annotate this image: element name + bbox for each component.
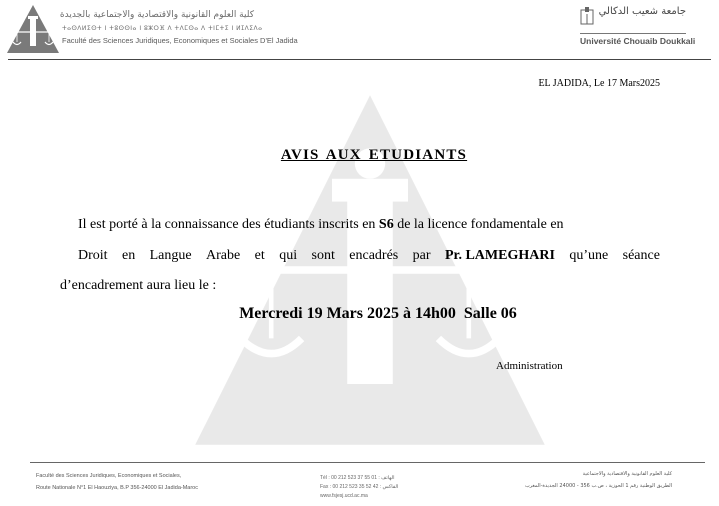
p2-word: séance [622, 248, 660, 263]
p2-word: qu’une [569, 248, 609, 263]
p2-word: et [254, 248, 265, 263]
p2-word: Langue [149, 248, 192, 263]
university-header [578, 4, 696, 54]
faculty-name-french: Faculté des Sciences Juridiques, Economiques et Sociales D'El Jadida [62, 36, 298, 45]
university-divider [580, 33, 686, 34]
p1-text-start: Il est porté à la connaissance des étudiants inscrits en [78, 217, 379, 232]
university-name-arabic: جامعة شعيب الدكالي [598, 6, 686, 17]
p2-word: sont [311, 248, 335, 263]
faculty-name-arabic: كلية العلوم القانونية والاقتصادية والاجتماعية بالجديدة [59, 10, 254, 20]
p2-line-1 [60, 241, 660, 271]
session-details: Mercredi 19 Mars 2025 à 14h00 Salle 06 [239, 305, 517, 322]
faculty-logo-icon [6, 4, 60, 54]
footer-left-line-2: Route Nationale N°1 El Haouziya, B.P 356-24000 El Jadida-Maroc [36, 485, 198, 491]
signature-administration: Administration [496, 360, 563, 372]
p1-text-end: de la licence fondamentale en [393, 217, 564, 232]
notice-paragraph-1 [60, 210, 660, 240]
professor-name: Pr. LAMEGHARI [444, 248, 555, 263]
footer-fax: Fax : 00 212 523 35 52 42 : الفاكس [320, 484, 399, 490]
p2-word: Droit [78, 248, 108, 263]
footer-address-arabic [500, 468, 672, 492]
faculty-name-tifinagh: ⵜⴰⵙⴷⵍⵉⵙⵜ ⵏ ⵜⵓⵙⵙⵏⴰ ⵏ ⵓⵣⵔⴼ ⴷ ⵜⴷⵎⵙⴰ ⴷ ⵜⵏⵎⵜⵉ ⵏ ⵍⵊⴷⵉⴷⴰ [62, 25, 263, 32]
footer-contact [320, 474, 398, 501]
p2-line-2: d’encadrement aura lieu le : [60, 278, 217, 293]
footer-phone: Tél : 00 212 523 37 55 01 : الهاتف [320, 475, 395, 481]
footer-website: www.fsjesj.ucd.ac.ma [320, 493, 368, 499]
p2-word: en [121, 248, 136, 263]
university-logo-icon [578, 6, 596, 26]
notice-paragraph-2 [60, 241, 660, 301]
p2-word: Arabe [206, 248, 241, 263]
p2-word: encadrés [349, 248, 399, 263]
footer-left-line-1: Faculté des Sciences Juridiques, Economiques et Sociales, [36, 473, 182, 479]
semester-label: S6 [378, 217, 394, 232]
footer-address-french [36, 470, 198, 494]
university-name-french: Université Chouaib Doukkali [580, 36, 696, 46]
p2-word: qui [279, 248, 298, 263]
notice-title: AVIS AUX ETUDIANTS [280, 147, 468, 163]
footer-rule [30, 462, 705, 463]
header-rule [8, 59, 711, 60]
footer-right-line-2: الطريق الوطنية رقم 1 الحوزية ، ص.ب 356 - 24000 الجديدة-المغرب [524, 483, 672, 489]
faculty-header [6, 4, 298, 54]
p2-word: par [412, 248, 431, 263]
place-and-date: EL JADIDA, Le 17 Mars2025 [538, 78, 660, 89]
footer-right-line-1: كلية العلوم القانونية والاقتصادية والاجتماعية [582, 471, 672, 477]
